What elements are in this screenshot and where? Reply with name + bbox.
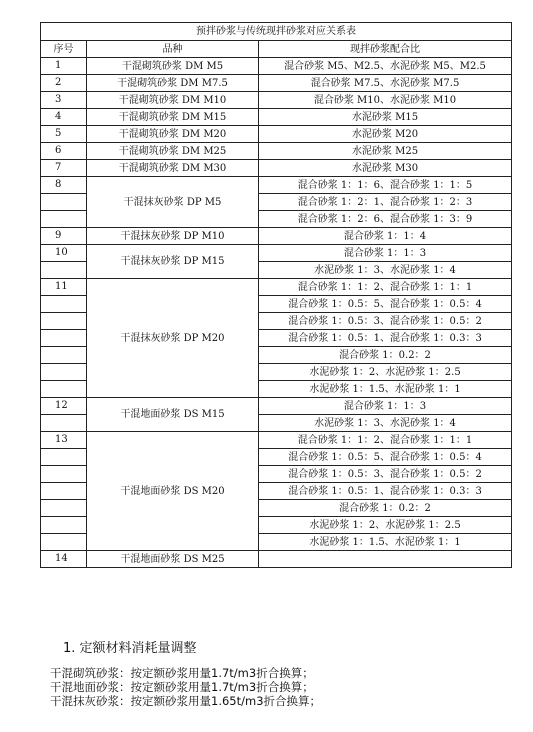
row-mix: 混合砂浆 1：1：6、混合砂浆 1：1：5 (259, 177, 512, 194)
row-variety: 干混抹灰砂浆 DP M10 (87, 228, 259, 245)
row-mix: 混合砂浆 1：0.5：5、混合砂浆 1：0.5：4 (259, 449, 512, 466)
row-mix: 混合砂浆 1：1：3 (259, 398, 512, 415)
note-line: 干混抹灰砂浆：按定额砂浆用量1.65t/m3折合换算； (50, 694, 322, 708)
row-mix: 混合砂浆 M5、M2.5、水泥砂浆 M5、M2.5 (259, 58, 512, 75)
row-variety: 干混地面砂浆 DS M25 (87, 551, 259, 568)
header-variety: 品种 (87, 41, 259, 58)
row-variety: 干混砌筑砂浆 DM M10 (87, 92, 259, 109)
header-mix: 现拌砂浆配合比 (259, 41, 512, 58)
note-line: 干混地面砂浆：按定额砂浆用量1.7t/m3折合换算； (50, 680, 314, 694)
row-variety: 干混砌筑砂浆 DM M30 (87, 160, 259, 177)
row-variety: 干混砌筑砂浆 DM M7.5 (87, 75, 259, 92)
row-variety: 干混砌筑砂浆 DM M25 (87, 143, 259, 160)
row-mix: 混合砂浆 1：0.2：2 (259, 347, 512, 364)
table-row (41, 398, 512, 415)
note-lines (50, 666, 321, 708)
row-number: 7 (41, 160, 87, 177)
row-mix: 水泥砂浆 1：2、水泥砂浆 1：2.5 (259, 517, 512, 534)
mortar-correspondence-table (40, 22, 512, 568)
row-mix: 混合砂浆 1：0.5：1、混合砂浆 1：0.3：3 (259, 330, 512, 347)
row-mix: 水泥砂浆 M15 (259, 109, 512, 126)
row-number-empty (41, 517, 87, 534)
row-number: 12 (41, 398, 87, 415)
row-number: 14 (41, 551, 87, 568)
row-mix: 水泥砂浆 1：1.5、水泥砂浆 1：1 (259, 381, 512, 398)
row-number: 1 (41, 58, 87, 75)
row-number: 10 (41, 245, 87, 262)
table-row (41, 245, 512, 262)
note-line: 干混砌筑砂浆：按定额砂浆用量1.7t/m3折合换算； (50, 666, 314, 680)
row-mix: 水泥砂浆 M25 (259, 143, 512, 160)
header-no: 序号 (41, 41, 87, 58)
row-number-empty (41, 483, 87, 500)
row-number-empty (41, 211, 87, 228)
row-number-empty (41, 330, 87, 347)
row-number-empty (41, 313, 87, 330)
row-mix (259, 551, 512, 568)
row-variety: 干混地面砂浆 DS M15 (87, 398, 259, 432)
row-mix: 水泥砂浆 1：2、水泥砂浆 1：2.5 (259, 364, 512, 381)
row-mix: 水泥砂浆 1：3、水泥砂浆 1：4 (259, 415, 512, 432)
row-variety: 干混砌筑砂浆 DM M5 (87, 58, 259, 75)
table-row (41, 160, 512, 177)
row-number: 3 (41, 92, 87, 109)
table-row (41, 75, 512, 92)
row-number: 9 (41, 228, 87, 245)
row-number: 5 (41, 126, 87, 143)
row-number-empty (41, 466, 87, 483)
row-number: 11 (41, 279, 87, 296)
row-number-empty (41, 449, 87, 466)
row-variety: 干混砌筑砂浆 DM M15 (87, 109, 259, 126)
row-number-empty (41, 534, 87, 551)
table-row (41, 551, 512, 568)
row-number: 6 (41, 143, 87, 160)
row-mix: 水泥砂浆 1：3、水泥砂浆 1：4 (259, 262, 512, 279)
table-row (41, 92, 512, 109)
row-mix: 混合砂浆 1：0.2：2 (259, 500, 512, 517)
row-mix: 水泥砂浆 1：1.5、水泥砂浆 1：1 (259, 534, 512, 551)
row-number-empty (41, 262, 87, 279)
row-mix: 混合砂浆 M10、水泥砂浆 M10 (259, 92, 512, 109)
row-number-empty (41, 194, 87, 211)
row-mix: 混合砂浆 1：0.5：3、混合砂浆 1：0.5：2 (259, 313, 512, 330)
row-number-empty (41, 296, 87, 313)
row-number-empty (41, 381, 87, 398)
row-mix: 混合砂浆 1：2：6、混合砂浆 1：3：9 (259, 211, 512, 228)
row-mix: 水泥砂浆 M30 (259, 160, 512, 177)
table-row (41, 58, 512, 75)
row-variety: 干混抹灰砂浆 DP M5 (87, 177, 259, 228)
table-row (41, 279, 512, 296)
table-title-row (41, 23, 512, 41)
row-mix: 混合砂浆 1：0.5：1、混合砂浆 1：0.3：3 (259, 483, 512, 500)
table-row (41, 126, 512, 143)
row-variety: 干混地面砂浆 DS M20 (87, 432, 259, 551)
row-mix: 混合砂浆 1：1：2、混合砂浆 1：1：1 (259, 279, 512, 296)
row-mix: 混合砂浆 1：0.5：3、混合砂浆 1：0.5：2 (259, 466, 512, 483)
table-header-row (41, 41, 512, 58)
row-mix: 混合砂浆 M7.5、水泥砂浆 M7.5 (259, 75, 512, 92)
row-number: 2 (41, 75, 87, 92)
row-number-empty (41, 500, 87, 517)
table-title: 预拌砂浆与传统现拌砂浆对应关系表 (41, 23, 512, 41)
row-number-empty (41, 415, 87, 432)
row-number: 8 (41, 177, 87, 194)
row-mix: 混合砂浆 1：1：2、混合砂浆 1：1：1 (259, 432, 512, 449)
table-row (41, 177, 512, 194)
table-row (41, 228, 512, 245)
row-mix: 混合砂浆 1：1：4 (259, 228, 512, 245)
table-row (41, 432, 512, 449)
row-mix: 混合砂浆 1：2：1、混合砂浆 1：2：3 (259, 194, 512, 211)
row-variety: 干混抹灰砂浆 DP M20 (87, 279, 259, 398)
section-heading: 1. 定额材料消耗量调整 (63, 641, 197, 656)
table-body (41, 23, 512, 568)
row-number: 4 (41, 109, 87, 126)
row-number: 13 (41, 432, 87, 449)
row-mix: 混合砂浆 1：0.5：5、混合砂浆 1：0.5：4 (259, 296, 512, 313)
table-row (41, 109, 512, 126)
row-mix: 混合砂浆 1：1：3 (259, 245, 512, 262)
row-mix: 水泥砂浆 M20 (259, 126, 512, 143)
row-variety: 干混砌筑砂浆 DM M20 (87, 126, 259, 143)
row-number-empty (41, 364, 87, 381)
row-number-empty (41, 347, 87, 364)
row-variety: 干混抹灰砂浆 DP M15 (87, 245, 259, 279)
table-row (41, 143, 512, 160)
